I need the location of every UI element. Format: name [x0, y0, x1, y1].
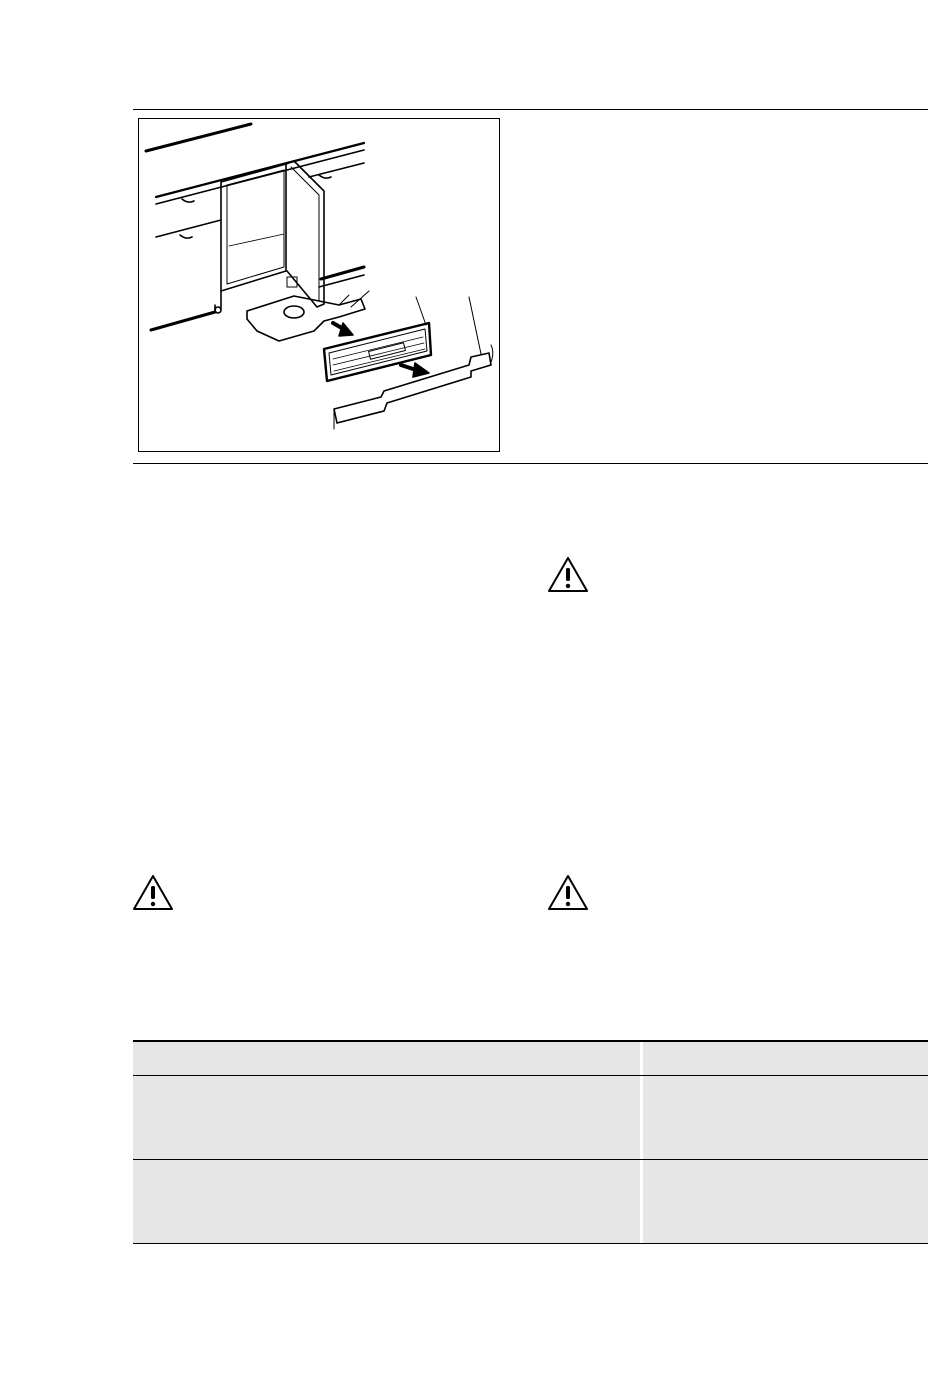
- table-cell: [133, 1160, 640, 1243]
- table-row: [133, 1160, 928, 1244]
- table-cell: [643, 1076, 928, 1159]
- installation-figure: [138, 118, 500, 452]
- table-cell: [133, 1076, 640, 1159]
- table-header-cell: [643, 1042, 928, 1075]
- table-header-row: [133, 1040, 928, 1076]
- table-header-cell: [133, 1042, 640, 1075]
- figure-bottom-rule: [133, 463, 928, 464]
- top-rule: [133, 109, 928, 110]
- appliance-installation-illustration: [139, 119, 499, 451]
- table-cell: [643, 1160, 928, 1243]
- warning-triangle-icon: [546, 873, 590, 913]
- warning-triangle-icon: [131, 873, 175, 913]
- table-row: [133, 1076, 928, 1160]
- troubleshooting-table: [133, 1040, 928, 1244]
- warning-triangle-icon: [546, 555, 590, 595]
